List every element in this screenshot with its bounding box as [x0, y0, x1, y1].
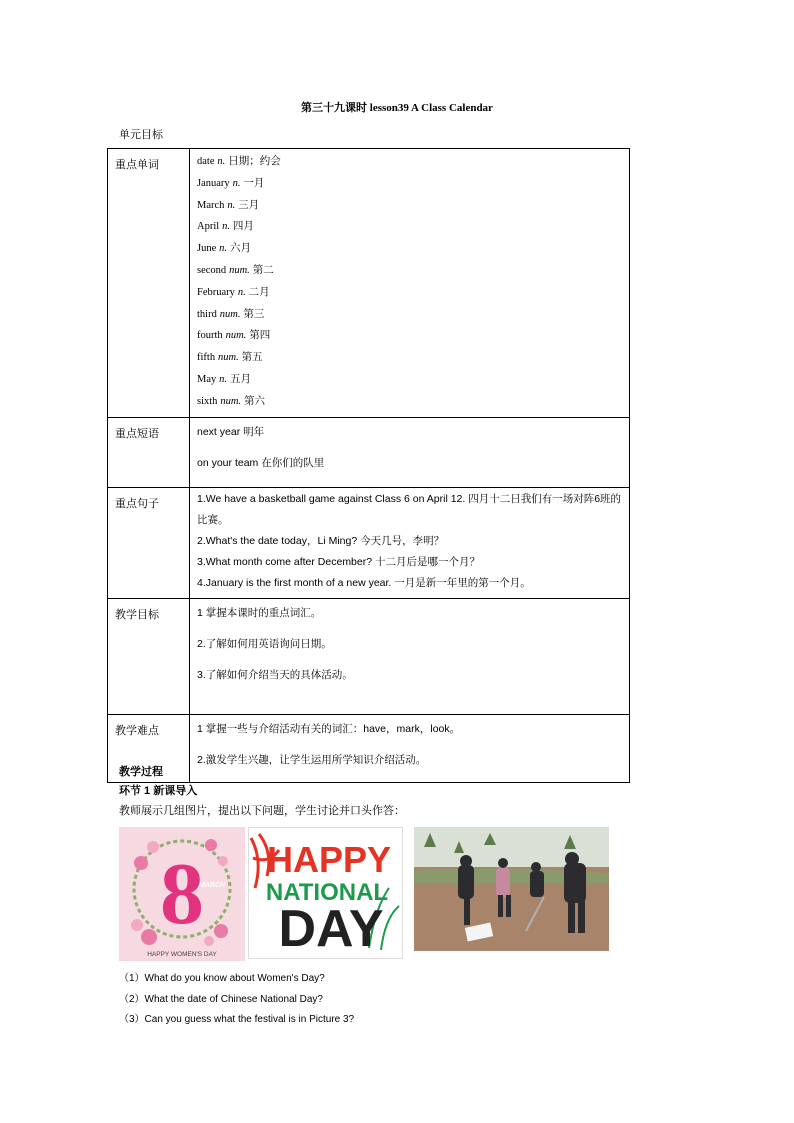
- vocab-meaning: 第三: [243, 307, 265, 320]
- step-heading: 环节 1 新课导入: [119, 785, 198, 797]
- vocab-pos: num.: [219, 308, 241, 320]
- vocab-word: June: [197, 243, 217, 255]
- vocab-word: sixth: [197, 395, 218, 407]
- sentence-item: 2.What's the date today，Li Ming? 今天几号，李明？: [197, 534, 445, 547]
- vocab-item: [197, 369, 629, 391]
- objectives-row: [108, 598, 630, 714]
- question-item: （1）What do you know about Women's Day?: [119, 973, 325, 984]
- vocab-pos: n.: [227, 199, 236, 211]
- vocab-row: [108, 149, 630, 418]
- vocab-label: 重点单词: [108, 149, 190, 418]
- vocab-pos: n.: [219, 243, 228, 255]
- vocab-item: [197, 195, 629, 217]
- intro-text: 教师展示几组图片，提出以下问题，学生讨论并口头作答：: [119, 805, 405, 817]
- vocab-meaning: 一月: [243, 176, 265, 189]
- vocab-pos: n.: [232, 177, 241, 189]
- vocab-pos: num.: [229, 264, 250, 276]
- vocab-meaning: 六月: [229, 242, 251, 255]
- vocab-item: [197, 325, 629, 347]
- vocab-item: [197, 173, 629, 195]
- vocab-meaning: 三月: [238, 198, 260, 211]
- vocab-pos: n.: [237, 286, 246, 298]
- sentence-item: 3.What month come after December? 十二月后是哪一个月？: [197, 555, 480, 568]
- vocab-pos: num.: [218, 352, 239, 364]
- womens-day-number: 8: [160, 846, 204, 943]
- vocab-word: fifth: [197, 352, 216, 364]
- vocab-word: February: [197, 286, 235, 298]
- question-item: （2）What the date of Chinese National Day?: [119, 993, 323, 1005]
- phrase-item: next year 明年: [197, 425, 265, 438]
- difficulties-label: 教学难点: [108, 714, 190, 782]
- vocab-pos: n.: [219, 373, 228, 385]
- national-day-picture: [248, 827, 403, 959]
- phrases-label: 重点短语: [108, 417, 190, 487]
- vocab-meaning: 二月: [248, 285, 270, 298]
- womens-day-caption: HAPPY WOMEN'S DAY: [147, 951, 217, 958]
- vocab-word: May: [197, 373, 217, 385]
- question-item: （3）Can you guess what the festival is in Picture 3?: [119, 1014, 355, 1025]
- womens-day-picture: [119, 827, 245, 961]
- vocab-word: date: [197, 156, 215, 167]
- phrase-item: on your team 在你们的队里: [197, 457, 325, 470]
- sentence-item: 1.We have a basketball game against Class 6 on April 12. 四月十二日我们有一场对阵6班的比赛。: [197, 492, 622, 526]
- vocab-word: January: [197, 177, 230, 189]
- vocab-item: [197, 304, 629, 326]
- vocab-meaning: 第四: [249, 329, 271, 342]
- difficulties-row: [108, 714, 630, 782]
- vocab-pos: n.: [217, 156, 226, 167]
- womens-day-month: MARCH: [199, 882, 226, 889]
- objective-item: 1 掌握本课时的重点词汇。: [197, 606, 322, 619]
- vocab-meaning: 五月: [229, 372, 251, 385]
- womens-day-art: [119, 827, 245, 961]
- unit-goals-heading: 单元目标: [119, 129, 163, 141]
- difficulty-item: 1 掌握一些与介绍活动有关的词汇：have，mark，look。: [197, 722, 461, 735]
- phrases-row: [108, 417, 630, 487]
- vocab-item: [197, 347, 629, 369]
- page-title: 第三十九课时 lesson39 A Class Calendar: [301, 102, 493, 114]
- sentences-row: [108, 487, 630, 598]
- vocab-meaning: 第二: [252, 263, 274, 276]
- vocab-item: [197, 260, 629, 282]
- vocab-item: [197, 238, 629, 260]
- vocab-pos: n.: [222, 221, 230, 233]
- difficulty-item: 2.激发学生兴趣，让学生运用所学知识介绍活动。: [197, 754, 427, 767]
- vocab-pos: num.: [225, 330, 247, 342]
- question-list: [119, 969, 354, 1031]
- national-day-art: [249, 828, 402, 958]
- sentence-item: 4.January is the first month of a new year. 一月是新一年里的第一个月。: [197, 576, 531, 589]
- vocab-list: [190, 149, 630, 418]
- vocab-item: [197, 391, 629, 413]
- vocab-word: third: [197, 308, 217, 320]
- vocab-word: March: [197, 199, 225, 211]
- objective-item: 2.了解如何用英语询问日期。: [197, 638, 332, 651]
- tree-planting-art: [414, 827, 609, 951]
- vocab-word: second: [197, 264, 227, 276]
- vocab-meaning: 第五: [241, 351, 263, 364]
- vocab-word: April: [197, 221, 220, 233]
- vocab-meaning: 四月: [232, 220, 254, 233]
- vocab-meaning: 第六: [243, 394, 265, 407]
- vocab-pos: num.: [220, 395, 242, 407]
- vocab-word: fourth: [197, 330, 223, 342]
- national-day-line1: HAPPY: [266, 839, 392, 880]
- vocab-item: [197, 216, 629, 238]
- national-day-line3: DAY: [278, 900, 384, 958]
- process-heading: 教学过程: [119, 766, 163, 778]
- sentences-label: 重点句子: [108, 487, 190, 598]
- objectives-label: 教学目标: [108, 598, 190, 714]
- tree-planting-photo: [414, 827, 609, 951]
- national-day-line2: NATIONAL: [265, 879, 389, 906]
- vocab-item: [197, 151, 629, 173]
- objective-item: 3.了解如何介绍当天的具体活动。: [197, 669, 353, 682]
- vocab-meaning: 日期；约会: [228, 155, 281, 167]
- vocab-item: [197, 282, 629, 304]
- lesson-table: [107, 148, 630, 783]
